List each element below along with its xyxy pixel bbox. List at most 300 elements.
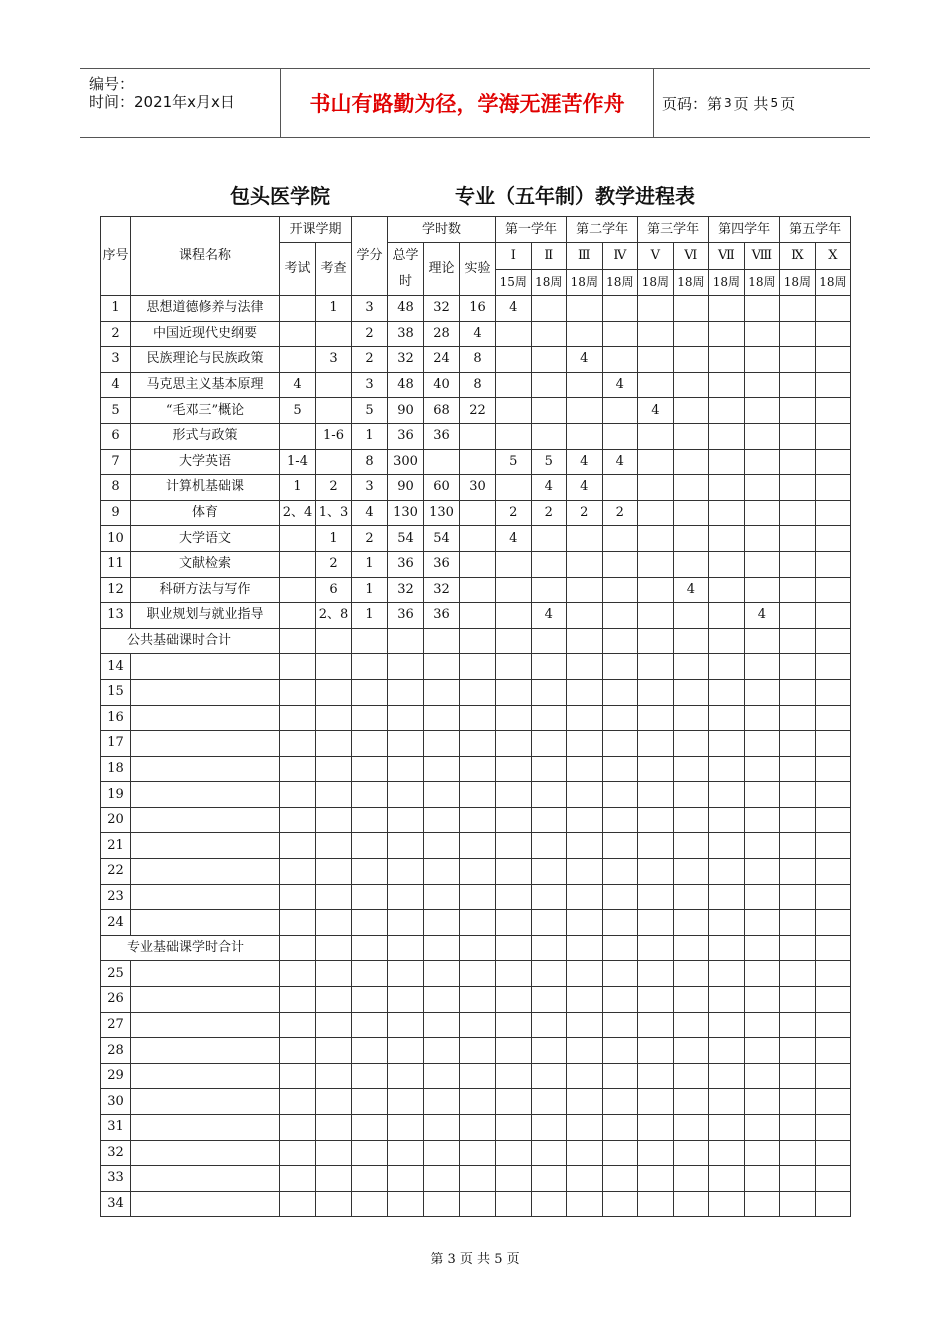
semester-label: Ⅹ — [815, 243, 851, 270]
theory-hours: 32 — [424, 577, 460, 603]
table-cell — [638, 1140, 674, 1166]
table-cell — [567, 756, 603, 782]
table-cell — [744, 987, 780, 1013]
weekly-hours — [744, 296, 780, 322]
table-cell — [673, 705, 709, 731]
header-lab: 实验 — [460, 243, 496, 296]
table-cell — [531, 859, 567, 885]
course-name: 科研方法与写作 — [131, 577, 280, 603]
table-cell — [316, 1115, 352, 1141]
table-cell — [131, 987, 280, 1013]
table-row — [101, 1166, 851, 1192]
weekly-hours — [815, 475, 851, 501]
exam-term — [280, 526, 316, 552]
table-cell — [815, 833, 851, 859]
table-cell — [744, 961, 780, 987]
table-cell — [460, 756, 496, 782]
lab-hours: 4 — [460, 321, 496, 347]
table-cell — [388, 807, 424, 833]
table-row — [101, 859, 851, 885]
credit: 5 — [352, 398, 388, 424]
weekly-hours — [567, 551, 603, 577]
table-cell — [131, 1012, 280, 1038]
total-hours: 36 — [388, 423, 424, 449]
table-cell — [780, 859, 816, 885]
table-cell — [744, 1063, 780, 1089]
course-name: 大学英语 — [131, 449, 280, 475]
weekly-hours — [496, 577, 532, 603]
table-cell — [815, 1191, 851, 1217]
week-count: 18周 — [815, 269, 851, 296]
weekly-hours — [744, 321, 780, 347]
table-cell — [531, 1012, 567, 1038]
table-cell — [673, 731, 709, 757]
table-cell — [709, 705, 745, 731]
table-cell — [744, 935, 780, 961]
weekly-hours — [709, 347, 745, 373]
row-number: 26 — [101, 987, 131, 1013]
weekly-hours: 4 — [567, 347, 603, 373]
exam-term — [280, 603, 316, 629]
major-subtotal-label: 专业基础课学时合计 — [101, 935, 280, 961]
weekly-hours — [744, 577, 780, 603]
table-cell — [131, 1038, 280, 1064]
row-number: 22 — [101, 859, 131, 885]
table-cell — [815, 935, 851, 961]
row-number: 6 — [101, 423, 131, 449]
table-cell — [567, 910, 603, 936]
table-cell — [460, 1063, 496, 1089]
table-cell — [673, 833, 709, 859]
table-cell — [567, 987, 603, 1013]
table-cell — [531, 654, 567, 680]
table-cell — [673, 859, 709, 885]
table-cell — [780, 705, 816, 731]
row-number: 29 — [101, 1063, 131, 1089]
lab-hours: 30 — [460, 475, 496, 501]
table-cell — [780, 807, 816, 833]
check-term: 6 — [316, 577, 352, 603]
table-cell — [638, 1191, 674, 1217]
table-row — [101, 833, 851, 859]
table-cell — [602, 833, 638, 859]
table-cell — [280, 987, 316, 1013]
table-cell — [424, 859, 460, 885]
weekly-hours: 4 — [744, 603, 780, 629]
table-cell — [567, 1012, 603, 1038]
table-cell — [567, 1140, 603, 1166]
table-cell — [280, 679, 316, 705]
table-cell — [602, 782, 638, 808]
weekly-hours — [531, 551, 567, 577]
weekly-hours — [602, 423, 638, 449]
table-cell — [709, 1038, 745, 1064]
table-cell — [531, 1140, 567, 1166]
table-row — [101, 807, 851, 833]
table-cell — [352, 961, 388, 987]
table-cell — [567, 961, 603, 987]
row-number: 34 — [101, 1191, 131, 1217]
table-cell — [352, 1115, 388, 1141]
row-number: 21 — [101, 833, 131, 859]
weekly-hours: 2 — [496, 500, 532, 526]
table-cell — [815, 910, 851, 936]
table-cell — [352, 705, 388, 731]
check-term: 1-6 — [316, 423, 352, 449]
weekly-hours — [815, 347, 851, 373]
table-cell — [531, 731, 567, 757]
weekly-hours: 4 — [673, 577, 709, 603]
table-cell — [744, 807, 780, 833]
lab-hours — [460, 449, 496, 475]
weekly-hours — [815, 500, 851, 526]
row-number: 9 — [101, 500, 131, 526]
course-name: 文献检索 — [131, 551, 280, 577]
header-theory: 理论 — [424, 243, 460, 296]
table-cell — [496, 987, 532, 1013]
weekly-hours — [815, 603, 851, 629]
table-row — [101, 449, 851, 475]
table-cell — [531, 1115, 567, 1141]
weekly-hours: 4 — [567, 449, 603, 475]
table-row — [101, 731, 851, 757]
table-cell — [316, 961, 352, 987]
row-number: 11 — [101, 551, 131, 577]
table-cell — [280, 833, 316, 859]
course-name: 思想道德修养与法律 — [131, 296, 280, 322]
row-number: 4 — [101, 372, 131, 398]
table-cell — [638, 705, 674, 731]
table-cell — [709, 1191, 745, 1217]
weekly-hours — [531, 423, 567, 449]
table-cell — [460, 1166, 496, 1192]
table-cell — [709, 807, 745, 833]
table-cell — [424, 705, 460, 731]
row-number: 17 — [101, 731, 131, 757]
course-name: “毛邓三”概论 — [131, 398, 280, 424]
table-cell — [352, 731, 388, 757]
weekly-hours — [780, 423, 816, 449]
table-cell — [388, 884, 424, 910]
table-cell — [744, 1038, 780, 1064]
weekly-hours — [744, 398, 780, 424]
weekly-hours — [531, 372, 567, 398]
theory-hours: 36 — [424, 551, 460, 577]
weekly-hours — [602, 526, 638, 552]
table-cell — [602, 935, 638, 961]
credit: 1 — [352, 551, 388, 577]
table-row — [101, 372, 851, 398]
weekly-hours — [567, 526, 603, 552]
weekly-hours — [815, 551, 851, 577]
table-cell — [638, 782, 674, 808]
page-title: 专业（五年制）教学进程表 — [455, 184, 695, 208]
table-row — [101, 603, 851, 629]
table-cell — [424, 961, 460, 987]
table-cell — [673, 1140, 709, 1166]
table-cell — [780, 1191, 816, 1217]
table-cell — [496, 1140, 532, 1166]
table-row — [101, 398, 851, 424]
table-cell — [567, 1191, 603, 1217]
weekly-hours — [531, 347, 567, 373]
table-cell — [131, 782, 280, 808]
table-cell — [460, 654, 496, 680]
weekly-hours — [780, 526, 816, 552]
table-cell — [780, 1012, 816, 1038]
table-cell — [280, 1166, 316, 1192]
row-number: 28 — [101, 1038, 131, 1064]
semester-label: Ⅷ — [744, 243, 780, 270]
table-cell — [815, 1063, 851, 1089]
table-cell — [496, 935, 532, 961]
table-cell — [496, 1115, 532, 1141]
weekly-hours — [567, 423, 603, 449]
table-cell — [709, 833, 745, 859]
weekly-hours — [780, 296, 816, 322]
check-term: 1、3 — [316, 500, 352, 526]
weekly-hours — [567, 577, 603, 603]
lab-hours — [460, 603, 496, 629]
weekly-hours: 4 — [638, 398, 674, 424]
table-cell — [388, 628, 424, 654]
table-cell — [460, 782, 496, 808]
week-count: 15周 — [496, 269, 532, 296]
table-row — [101, 551, 851, 577]
table-cell — [815, 731, 851, 757]
table-cell — [460, 1012, 496, 1038]
table-cell — [815, 756, 851, 782]
table-cell — [531, 756, 567, 782]
theory-hours: 54 — [424, 526, 460, 552]
table-cell — [496, 807, 532, 833]
table-cell — [709, 1115, 745, 1141]
weekly-hours — [638, 475, 674, 501]
table-row — [101, 1115, 851, 1141]
table-cell — [280, 1063, 316, 1089]
table-cell — [744, 731, 780, 757]
table-cell — [424, 1166, 460, 1192]
weekly-hours — [709, 372, 745, 398]
row-number: 2 — [101, 321, 131, 347]
weekly-hours — [744, 347, 780, 373]
table-cell — [424, 807, 460, 833]
theory-hours: 60 — [424, 475, 460, 501]
weekly-hours — [673, 321, 709, 347]
table-cell — [280, 731, 316, 757]
weekly-hours — [602, 398, 638, 424]
weekly-hours — [673, 449, 709, 475]
document-header — [80, 68, 870, 138]
semester-label: Ⅴ — [638, 243, 674, 270]
table-cell — [567, 807, 603, 833]
table-cell — [531, 910, 567, 936]
weekly-hours — [780, 372, 816, 398]
table-cell — [316, 859, 352, 885]
table-cell — [424, 935, 460, 961]
table-cell — [496, 961, 532, 987]
table-cell — [280, 1191, 316, 1217]
page-indicator: 页码：第 3 页 共 5 页 — [662, 94, 796, 113]
table-cell — [744, 1166, 780, 1192]
table-cell — [388, 1089, 424, 1115]
table-cell — [602, 628, 638, 654]
table-cell — [602, 1115, 638, 1141]
check-term: 2 — [316, 475, 352, 501]
number-label: 编号： — [89, 75, 135, 93]
weekly-hours — [602, 296, 638, 322]
table-cell — [780, 1089, 816, 1115]
table-cell — [673, 807, 709, 833]
table-cell — [638, 1166, 674, 1192]
weekly-hours: 4 — [602, 372, 638, 398]
table-cell — [316, 1166, 352, 1192]
theory-hours: 68 — [424, 398, 460, 424]
weekly-hours: 4 — [567, 475, 603, 501]
table-cell — [638, 1115, 674, 1141]
table-cell — [388, 1115, 424, 1141]
table-cell — [352, 654, 388, 680]
exam-term — [280, 577, 316, 603]
school-name: 包头医学院 — [230, 184, 330, 208]
table-cell — [316, 756, 352, 782]
time-label: 时间：2021年x月x日 — [89, 93, 235, 111]
table-cell — [531, 705, 567, 731]
table-cell — [316, 910, 352, 936]
row-number: 31 — [101, 1115, 131, 1141]
table-cell — [638, 756, 674, 782]
week-count: 18周 — [638, 269, 674, 296]
table-cell — [496, 910, 532, 936]
weekly-hours — [744, 526, 780, 552]
weekly-hours — [638, 347, 674, 373]
table-cell — [316, 628, 352, 654]
check-term: 2、8 — [316, 603, 352, 629]
table-cell — [131, 731, 280, 757]
table-cell — [709, 859, 745, 885]
table-cell — [131, 1063, 280, 1089]
table-cell — [424, 1038, 460, 1064]
table-cell — [131, 884, 280, 910]
table-row — [101, 961, 851, 987]
table-cell — [673, 884, 709, 910]
table-cell — [602, 731, 638, 757]
table-cell — [280, 1012, 316, 1038]
table-cell — [531, 884, 567, 910]
weekly-hours — [602, 475, 638, 501]
table-cell — [531, 961, 567, 987]
week-count: 18周 — [780, 269, 816, 296]
table-row — [101, 756, 851, 782]
table-cell — [496, 1089, 532, 1115]
table-cell — [780, 1063, 816, 1089]
table-cell — [602, 987, 638, 1013]
weekly-hours — [780, 577, 816, 603]
credit: 3 — [352, 296, 388, 322]
table-cell — [744, 1191, 780, 1217]
table-cell — [388, 1063, 424, 1089]
table-cell — [424, 884, 460, 910]
theory-hours: 32 — [424, 296, 460, 322]
table-cell — [815, 679, 851, 705]
total-hours: 90 — [388, 475, 424, 501]
table-cell — [815, 1089, 851, 1115]
table-cell — [780, 628, 816, 654]
exam-term — [280, 551, 316, 577]
check-term — [316, 372, 352, 398]
exam-term: 2、4 — [280, 500, 316, 526]
check-term: 3 — [316, 347, 352, 373]
table-cell — [567, 884, 603, 910]
table-row — [101, 347, 851, 373]
table-cell — [352, 628, 388, 654]
weekly-hours — [531, 296, 567, 322]
total-hours: 48 — [388, 372, 424, 398]
weekly-hours — [673, 603, 709, 629]
theory-hours: 36 — [424, 603, 460, 629]
table-cell — [496, 1191, 532, 1217]
table-cell — [709, 1089, 745, 1115]
table-cell — [352, 1089, 388, 1115]
table-cell — [424, 1063, 460, 1089]
table-cell — [316, 782, 352, 808]
header-year-2: 第二学年 — [567, 217, 638, 243]
table-cell — [460, 679, 496, 705]
table-cell — [673, 987, 709, 1013]
table-cell — [638, 807, 674, 833]
lab-hours — [460, 526, 496, 552]
header-check: 考查 — [316, 243, 352, 296]
table-cell — [638, 961, 674, 987]
lab-hours: 22 — [460, 398, 496, 424]
row-number: 12 — [101, 577, 131, 603]
weekly-hours — [815, 526, 851, 552]
weekly-hours — [780, 347, 816, 373]
weekly-hours — [673, 500, 709, 526]
theory-hours: 40 — [424, 372, 460, 398]
total-hours: 54 — [388, 526, 424, 552]
course-name: 体育 — [131, 500, 280, 526]
table-cell — [316, 935, 352, 961]
row-number: 23 — [101, 884, 131, 910]
table-cell — [460, 1191, 496, 1217]
table-cell — [424, 628, 460, 654]
weekly-hours: 4 — [531, 603, 567, 629]
weekly-hours — [531, 577, 567, 603]
weekly-hours — [673, 296, 709, 322]
table-cell — [131, 1166, 280, 1192]
table-cell — [388, 833, 424, 859]
table-cell — [602, 1166, 638, 1192]
table-row — [101, 654, 851, 680]
row-number: 7 — [101, 449, 131, 475]
weekly-hours — [673, 423, 709, 449]
week-count: 18周 — [673, 269, 709, 296]
week-count: 18周 — [744, 269, 780, 296]
weekly-hours — [815, 321, 851, 347]
row-number: 27 — [101, 1012, 131, 1038]
table-cell — [280, 935, 316, 961]
subtotal-row — [101, 628, 851, 654]
table-cell — [388, 1012, 424, 1038]
weekly-hours — [673, 551, 709, 577]
table-cell — [496, 1012, 532, 1038]
table-cell — [131, 1115, 280, 1141]
table-cell — [815, 1166, 851, 1192]
table-cell — [815, 961, 851, 987]
header-exam: 考试 — [280, 243, 316, 296]
lab-hours: 8 — [460, 347, 496, 373]
